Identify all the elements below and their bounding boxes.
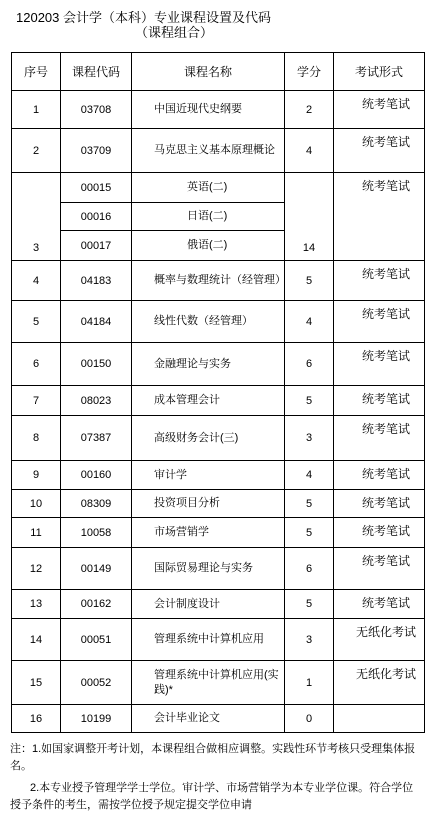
cell-code: 00160 [61,461,132,490]
cell-credit: 5 [285,590,334,619]
table-row [12,173,425,203]
footnotes [10,741,422,814]
cell-exam: 统考笔试 [334,91,425,129]
table-row [12,416,425,461]
course-name: 线性代数（经管理） [154,315,253,327]
cell-code: 03709 [61,129,132,173]
cell-no: 1 [12,91,61,129]
cell-no: 9 [12,461,61,490]
title-line-2: （课程组合） [135,25,214,40]
table-row [12,301,425,343]
cell-name [132,490,285,518]
cell-no: 5 [12,301,61,343]
cell-name [132,343,285,386]
cell-name [132,301,285,343]
cell-exam: 统考笔试 [334,490,425,518]
cell-code: 03708 [61,91,132,129]
table-row [12,91,425,129]
cell-code: 10058 [61,518,132,548]
header-exam: 考试形式 [334,53,425,91]
cell-credit: 6 [285,548,334,590]
cell-exam: 统考笔试 [334,343,425,386]
table-row [12,518,425,548]
cell-exam: 统考笔试 [334,416,425,461]
cell-no: 7 [12,386,61,416]
cell-no: 16 [12,705,61,733]
table-row [12,705,425,733]
table-row [12,548,425,590]
cell-exam: 统考笔试 [334,548,425,590]
cell-exam: 统考笔试 [334,461,425,490]
cell-name [132,619,285,661]
cell-name [132,129,285,173]
cell-name [132,91,285,129]
cell-no: 15 [12,661,61,705]
cell-credit: 3 [285,416,334,461]
course-name: 高级财务会计(三) [154,431,239,444]
cell-no: 6 [12,343,61,386]
cell-code: 08023 [61,386,132,416]
table-row [12,590,425,619]
table-row [12,461,425,490]
cell-exam: 无纸化考试 [334,619,425,661]
table-row [12,129,425,173]
title-line-1: 120203 会计学（本科）专业课程设置及代码 [16,10,271,25]
course-name: 管理系统中计算机应用 [154,633,264,645]
cell-exam: 统考笔试 [334,173,425,261]
cell-code: 00150 [61,343,132,386]
cell-code: 00016 [61,203,132,231]
cell-no: 13 [12,590,61,619]
cell-code: 00149 [61,548,132,590]
cell-credit: 5 [285,386,334,416]
cell-name [132,548,285,590]
table-header-row [12,53,425,91]
cell-code: 00051 [61,619,132,661]
table-row [12,619,425,661]
cell-code: 04184 [61,301,132,343]
cell-credit: 2 [285,91,334,129]
cell-no: 14 [12,619,61,661]
course-name: 成本管理会计 [154,394,220,406]
cell-code: 07387 [61,416,132,461]
table-row [12,490,425,518]
cell-exam [334,705,425,733]
course-name: 市场营销学 [154,526,209,538]
course-name: 国际贸易理论与实务 [154,562,253,574]
cell-exam: 统考笔试 [334,590,425,619]
cell-code: 10199 [61,705,132,733]
document-title [0,10,432,40]
cell-no: 3 [12,173,61,261]
cell-no: 4 [12,261,61,301]
course-name: 马克思主义基本原理概论 [154,144,275,156]
cell-name [132,661,285,705]
header-credit: 学分 [285,53,334,91]
cell-no: 11 [12,518,61,548]
note-2: 2.本专业授予管理学学士学位。审计学、市场营销学为本专业学位课。符合学位授予条件的考生，需按学位授予规定提交学位申请 [10,782,414,811]
cell-no: 8 [12,416,61,461]
course-name: 俄语(二) [187,239,228,251]
cell-exam: 统考笔试 [334,129,425,173]
cell-name [132,518,285,548]
course-name: 概率与数理统计（经管理） [154,274,286,286]
course-name: 审计学 [154,468,187,481]
course-name: 会计毕业论文 [154,712,220,724]
table-row [12,261,425,301]
course-name: 日语(二) [187,210,228,222]
note-1: 注：1.如国家调整开考计划，本课程组合做相应调整。实践性环节考核只受理集体报名。 [10,743,416,772]
cell-credit: 4 [285,129,334,173]
cell-name [132,461,285,490]
cell-exam: 统考笔试 [334,386,425,416]
cell-credit: 5 [285,261,334,301]
table-row [12,343,425,386]
cell-name [132,203,285,231]
cell-code: 04183 [61,261,132,301]
cell-code: 00015 [61,173,132,203]
course-name: 中国近现代史纲要 [154,103,242,115]
cell-credit: 5 [285,490,334,518]
cell-code: 00052 [61,661,132,705]
cell-no: 2 [12,129,61,173]
table-row [12,661,425,705]
course-name: 会计制度设计 [154,597,220,610]
cell-exam: 统考笔试 [334,261,425,301]
cell-no: 12 [12,548,61,590]
course-name: 投资项目分析 [154,497,220,509]
header-no: 序号 [12,53,61,91]
cell-exam: 无纸化考试 [334,661,425,705]
cell-code: 08309 [61,490,132,518]
cell-no: 10 [12,490,61,518]
cell-name [132,261,285,301]
cell-name [132,590,285,619]
cell-name [132,173,285,203]
cell-credit: 3 [285,619,334,661]
course-name: 英语(二) [187,181,228,193]
cell-code: 00017 [61,231,132,261]
cell-name [132,386,285,416]
cell-credit: 14 [285,173,334,261]
cell-credit: 4 [285,301,334,343]
cell-exam: 统考笔试 [334,301,425,343]
course-table [11,52,425,733]
cell-name [132,231,285,261]
cell-credit: 6 [285,343,334,386]
header-code: 课程代码 [61,53,132,91]
cell-code: 00162 [61,590,132,619]
cell-credit: 4 [285,461,334,490]
cell-credit: 5 [285,518,334,548]
cell-name [132,416,285,461]
cell-name [132,705,285,733]
course-name: 金融理论与实务 [154,357,231,370]
cell-credit: 1 [285,661,334,705]
header-name: 课程名称 [132,53,285,91]
cell-credit: 0 [285,705,334,733]
cell-exam: 统考笔试 [334,518,425,548]
course-name: 管理系统中计算机应用(实践)* [154,668,279,696]
table-row [12,386,425,416]
